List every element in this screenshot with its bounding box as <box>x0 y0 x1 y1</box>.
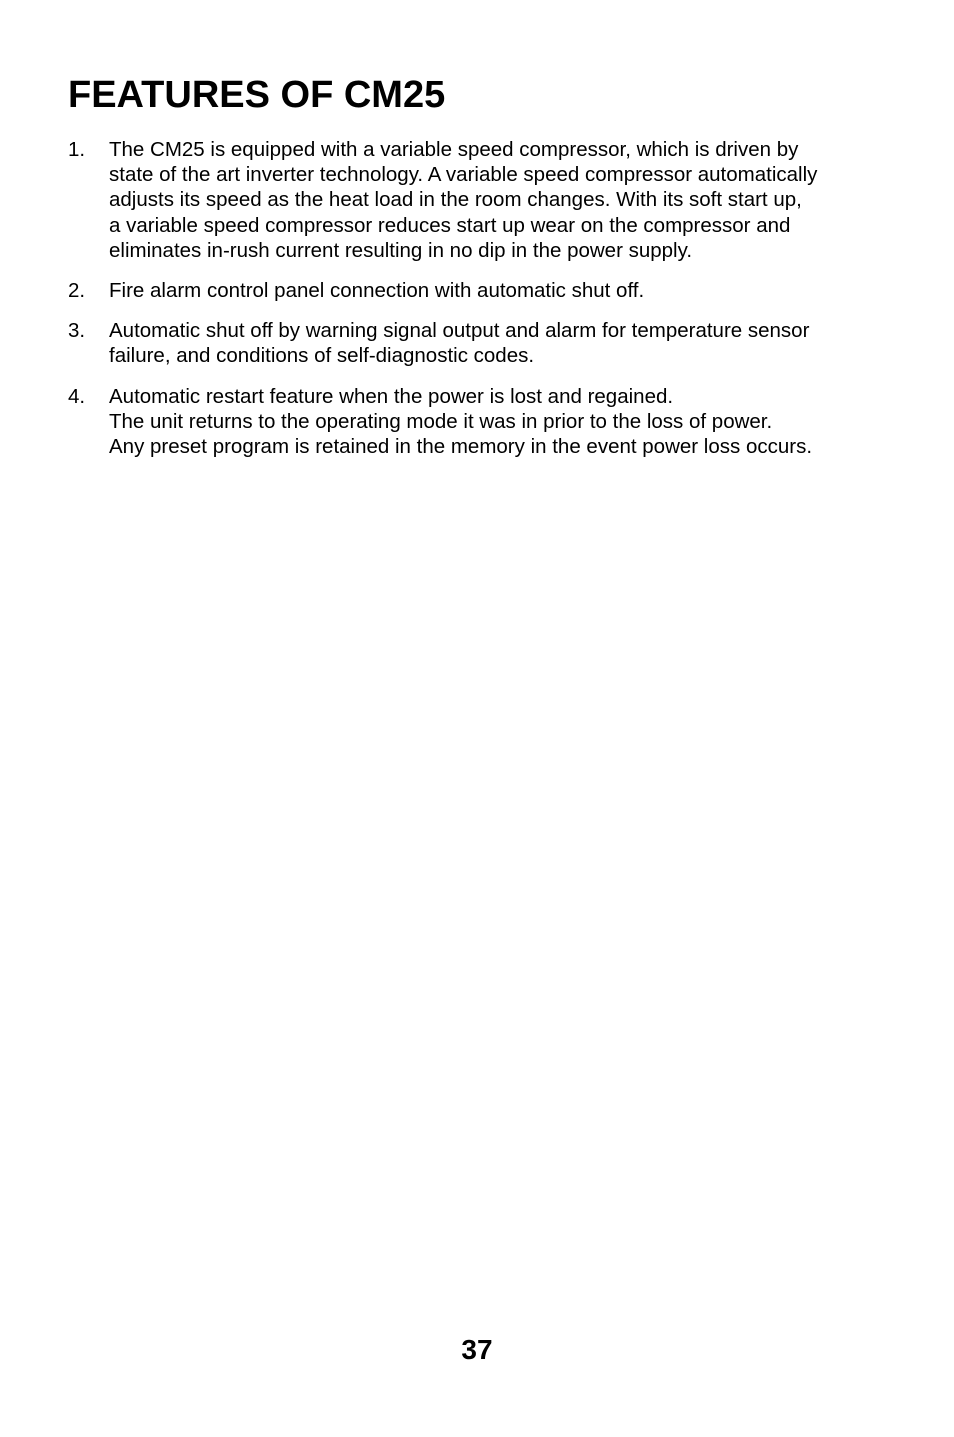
text-line: Any preset program is retained in the memory in the event power loss occurs. <box>109 435 813 459</box>
text-line: The unit returns to the operating mode it was in prior to the loss of power. <box>109 409 773 433</box>
list-item-text <box>109 318 898 368</box>
text-line: Automatic restart feature when the power is lost and regained. <box>109 384 674 408</box>
list-item-number: 1. <box>68 138 86 161</box>
text-line: a variable speed compressor reduces start up wear on the compressor and <box>109 213 791 237</box>
list-item <box>68 318 898 368</box>
text-line: eliminates in-rush current resulting in no dip in the power supply. <box>109 238 693 262</box>
list-item-text <box>109 137 898 263</box>
page-title: FEATURES OF CM25 <box>68 74 446 116</box>
list-item-text <box>109 384 898 460</box>
list-item-number: 3. <box>68 319 86 343</box>
list-item <box>68 137 898 263</box>
text-line: Automatic shut off by warning signal output and alarm for temperature sensor <box>109 319 810 343</box>
list-item-text <box>109 278 898 303</box>
feature-list <box>68 137 898 474</box>
page-number: 37 <box>461 1334 493 1365</box>
list-item <box>68 384 898 460</box>
list-item-number: 4. <box>68 384 86 408</box>
text-line: Fire alarm control panel connection with automatic shut off. <box>109 279 645 303</box>
text-line: The CM25 is equipped with a variable speed compressor, which is driven by <box>109 138 799 161</box>
text-line: failure, and conditions of self-diagnostic codes. <box>109 344 535 368</box>
list-item-number: 2. <box>68 279 86 303</box>
list-item <box>68 278 898 303</box>
text-line: adjusts its speed as the heat load in the room changes. With its soft start up, <box>109 188 802 212</box>
text-line: state of the art inverter technology. A variable speed compressor automatically <box>109 163 818 187</box>
